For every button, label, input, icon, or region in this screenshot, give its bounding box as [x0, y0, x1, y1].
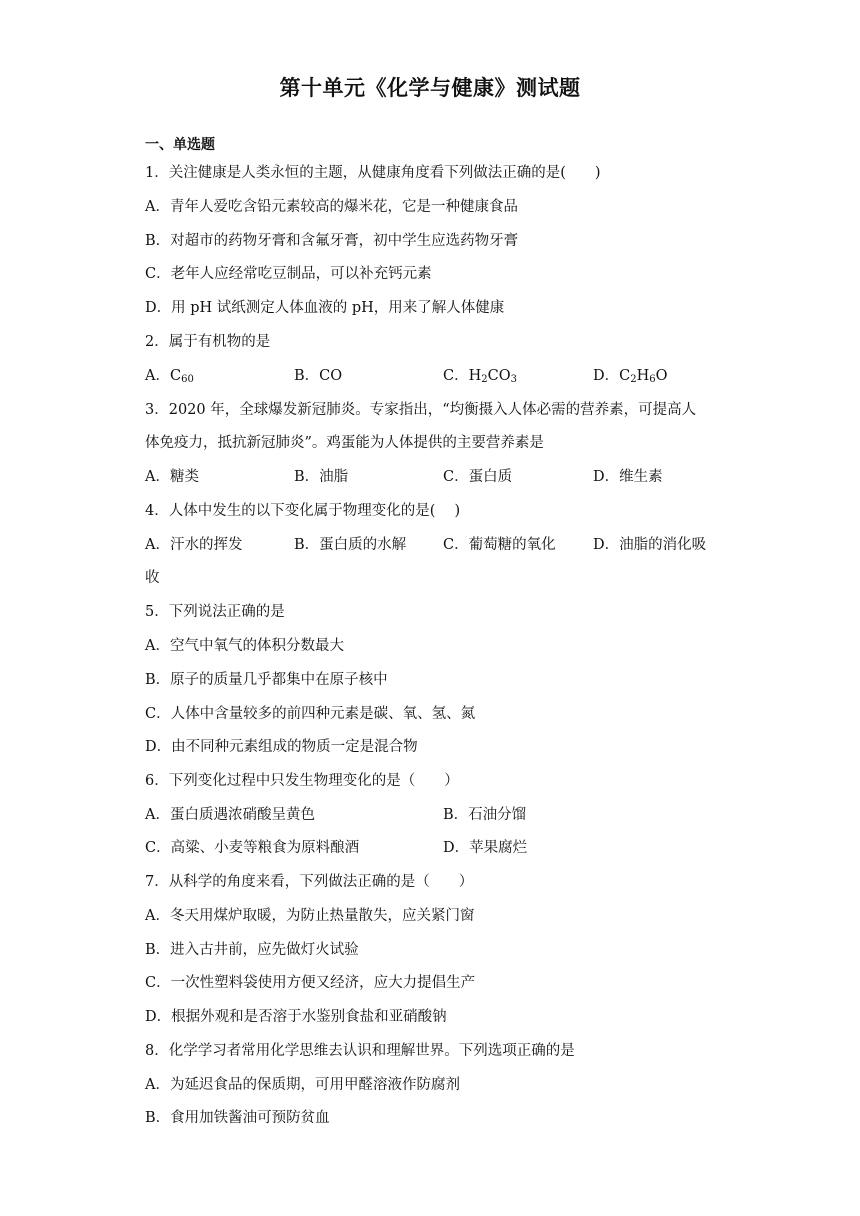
- question-8-option-b: B．食用加铁酱油可预防贫血: [145, 1110, 330, 1126]
- question-1-option-c: C．老年人应经常吃豆制品，可以补充钙元素: [145, 266, 432, 282]
- page-title: 第十单元《化学与健康》测试题: [279, 76, 581, 100]
- question-4-option-d-continued: 收: [145, 570, 160, 586]
- question-6-stem: 6．下列变化过程中只发生物理变化的是（ ）: [145, 773, 459, 789]
- question-1-stem: 1．关注健康是人类永恒的主题，从健康角度看下列做法正确的是( ): [145, 165, 601, 181]
- question-3-stem-line-2: 体免疫力，抵抗新冠肺炎”。鸡蛋能为人体提供的主要营养素是: [145, 435, 544, 451]
- question-3-option-a: A．糖类: [145, 469, 199, 485]
- question-5-stem: 5．下列说法正确的是: [145, 604, 285, 620]
- question-4-option-a: A．汗水的挥发: [145, 537, 243, 553]
- question-3-option-d: D．维生素: [593, 469, 663, 485]
- question-4-option-d: D．油脂的消化吸: [593, 537, 707, 553]
- question-4-option-b: B．蛋白质的水解: [294, 537, 407, 553]
- question-7-option-b: B．进入古井前，应先做灯火试验: [145, 942, 359, 958]
- question-3-option-c: C．蛋白质: [443, 469, 513, 485]
- question-1-option-d: D．用 pH 试纸测定人体血液的 pH，用来了解人体健康: [145, 300, 505, 316]
- section-heading: 一、单选题: [145, 137, 215, 153]
- question-6-option-a: A．蛋白质遇浓硝酸呈黄色: [145, 807, 315, 823]
- question-5-option-c: C．人体中含量较多的前四种元素是碳、氧、氢、氮: [145, 706, 476, 722]
- question-2-option-b: B．CO: [294, 368, 343, 384]
- question-6-option-c: C．高粱、小麦等粮食为原料酿酒: [145, 840, 360, 856]
- question-2-option-a: A．$C_{60}$: [145, 368, 194, 385]
- question-1-option-b: B．对超市的药物牙膏和含氟牙膏，初中学生应选药物牙膏: [145, 233, 519, 249]
- question-5-option-b: B．原子的质量几乎都集中在原子核中: [145, 672, 388, 688]
- question-7-stem: 7．从科学的角度来看，下列做法正确的是（ ）: [145, 874, 474, 890]
- question-7-option-d: D．根据外观和是否溶于水鉴别食盐和亚硝酸钠: [145, 1009, 447, 1025]
- question-4-stem: 4．人体中发生的以下变化属于物理变化的是( ): [145, 503, 461, 519]
- question-7-option-c: C．一次性塑料袋使用方便又经济，应大力提倡生产: [145, 975, 476, 991]
- question-3-stem-line-1: 3．2020 年，全球爆发新冠肺炎。专家指出，“均衡摄入人体必需的营养素，可提高人: [145, 402, 697, 418]
- question-3-option-b: B．油脂: [294, 469, 349, 485]
- question-5-option-a: A．空气中氧气的体积分数最大: [145, 638, 344, 654]
- question-2-option-d: D．$C_2H_6O$: [593, 368, 668, 385]
- question-8-stem: 8．化学学习者常用化学思维去认识和理解世界。下列选项正确的是: [145, 1043, 575, 1059]
- question-2-stem: 2．属于有机物的是: [145, 334, 271, 350]
- question-8-option-a: A．为延迟食品的保质期，可用甲醛溶液作防腐剂: [145, 1077, 460, 1093]
- question-1-option-a: A．青年人爱吃含铅元素较高的爆米花，它是一种健康食品: [145, 199, 518, 215]
- question-2-option-c: C．$H_2CO_3$: [443, 368, 517, 385]
- question-6-option-d: D．苹果腐烂: [443, 840, 528, 856]
- question-5-option-d: D．由不同种元素组成的物质一定是混合物: [145, 739, 418, 755]
- question-7-option-a: A．冬天用煤炉取暖，为防止热量散失，应关紧门窗: [145, 908, 475, 924]
- question-6-option-b: B．石油分馏: [443, 807, 527, 823]
- question-4-option-c: C．葡萄糖的氧化: [443, 537, 556, 553]
